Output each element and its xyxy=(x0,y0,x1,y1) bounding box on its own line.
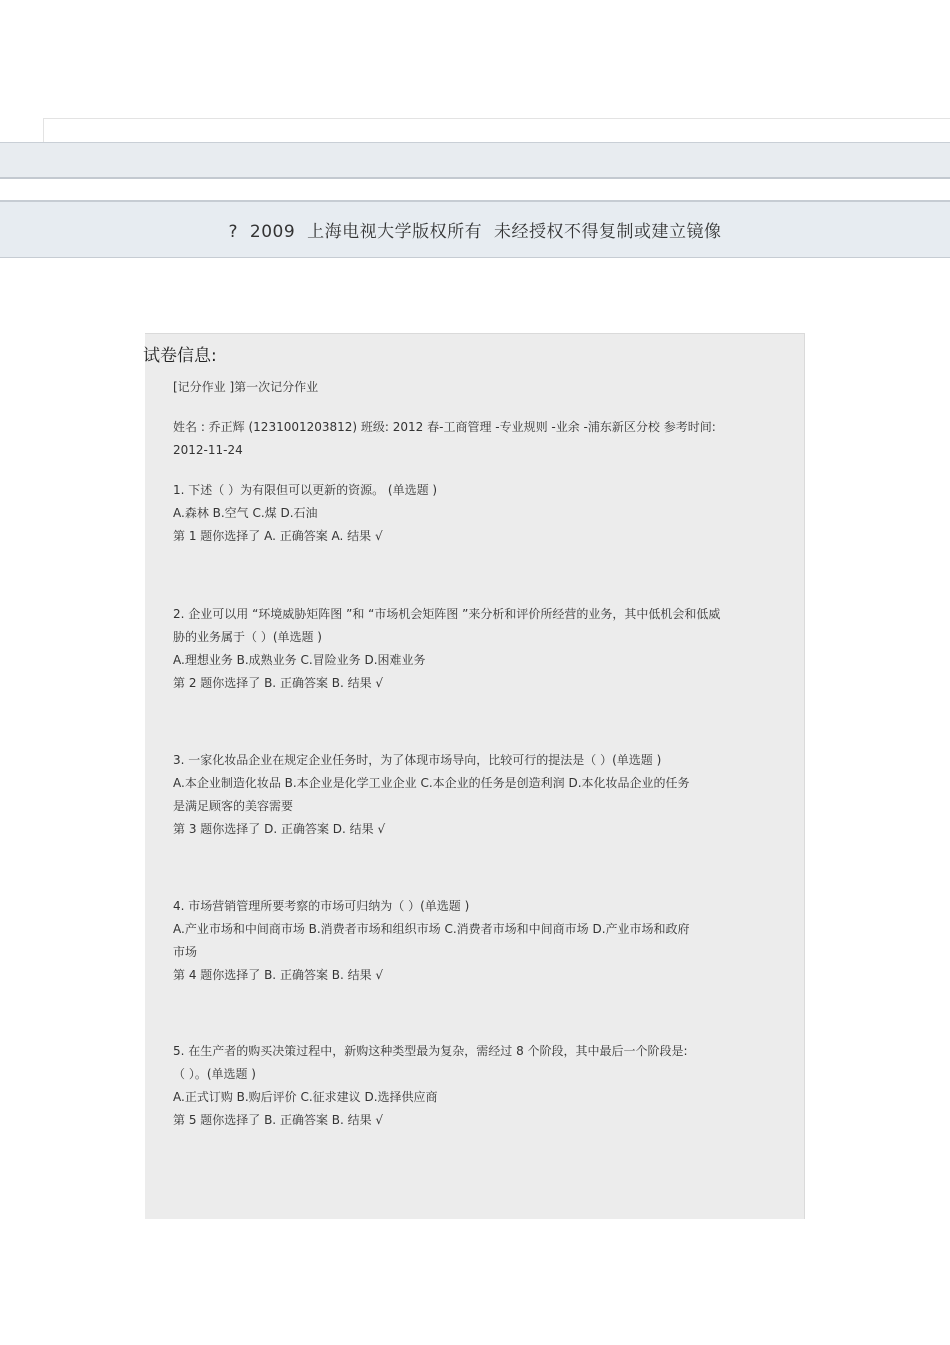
question-options: A.正式订购 B.购后评价 C.征求建议 D.选择供应商 xyxy=(173,1090,438,1104)
question-options: A.森林 B.空气 C.煤 D.石油 xyxy=(173,506,318,520)
student-info: 姓名 : 乔正辉 (1231001203812) 班级: 2012 春-工商管理 -专业规则 -业余 -浦东新区分校 参考时间: xyxy=(173,420,716,434)
question-stem: 1. 下述（ ）为有限但可以更新的资源。 (单选题 ) xyxy=(173,483,438,497)
header-band xyxy=(0,142,950,179)
section-title: 试卷信息: xyxy=(143,346,217,366)
question-options: A.理想业务 B.成熟业务 C.冒险业务 D.困难业务 xyxy=(173,653,426,667)
question-2 xyxy=(173,603,793,695)
copyright-text: ? 2009 上海电视大学版权所有 未经授权不得复制或建立镜像 xyxy=(228,222,722,242)
question-options: A.本企业制造化妆品 B.本企业是化学工业企业 C.本企业的任务是创造利润 D.本化妆品企业的任务 xyxy=(173,776,690,790)
question-options-continued: 是满足顾客的美容需要 xyxy=(173,799,294,813)
question-stem-continued: （ ）。(单选题 ) xyxy=(173,1067,256,1081)
question-5 xyxy=(173,1040,793,1132)
question-3 xyxy=(173,749,793,841)
question-result: 第 5 题你选择了 B. 正确答案 B. 结果 √ xyxy=(173,1113,384,1127)
question-result: 第 4 题你选择了 B. 正确答案 B. 结果 √ xyxy=(173,968,384,982)
top-frame-line xyxy=(43,118,950,143)
question-result: 第 3 题你选择了 D. 正确答案 D. 结果 √ xyxy=(173,822,386,836)
question-result: 第 1 题你选择了 A. 正确答案 A. 结果 √ xyxy=(173,529,383,543)
question-1 xyxy=(173,479,793,548)
copyright-band xyxy=(0,200,950,258)
question-result: 第 2 题你选择了 B. 正确答案 B. 结果 √ xyxy=(173,676,384,690)
question-stem: 3. 一家化妆品企业在规定企业任务时，为了体现市场导向，比较可行的提法是（ ）(单选题 ) xyxy=(173,753,662,767)
exam-content xyxy=(173,376,793,1132)
question-4 xyxy=(173,895,793,987)
question-options: A.产业市场和中间商市场 B.消费者市场和组织市场 C.消费者市场和中间商市场 D.产业市场和政府 xyxy=(173,922,690,936)
question-stem: 5. 在生产者的购买决策过程中，新购这种类型最为复杂，需经过 8 个阶段，其中最后一个阶段是: xyxy=(173,1044,688,1058)
exam-date: 2012-11-24 xyxy=(173,443,243,457)
question-stem-continued: 胁的业务属于（ ）(单选题 ) xyxy=(173,630,322,644)
question-options-continued: 市场 xyxy=(173,945,198,959)
question-stem: 4. 市场营销管理所要考察的市场可归纳为（ ）(单选题 ) xyxy=(173,899,470,913)
assignment-title: [记分作业 ]第一次记分作业 xyxy=(173,380,319,394)
question-stem: 2. 企业可以用 “环境威胁矩阵图 ”和 “市场机会矩阵图 ”来分析和评价所经营的业务，其中低机会和低威 xyxy=(173,607,721,621)
